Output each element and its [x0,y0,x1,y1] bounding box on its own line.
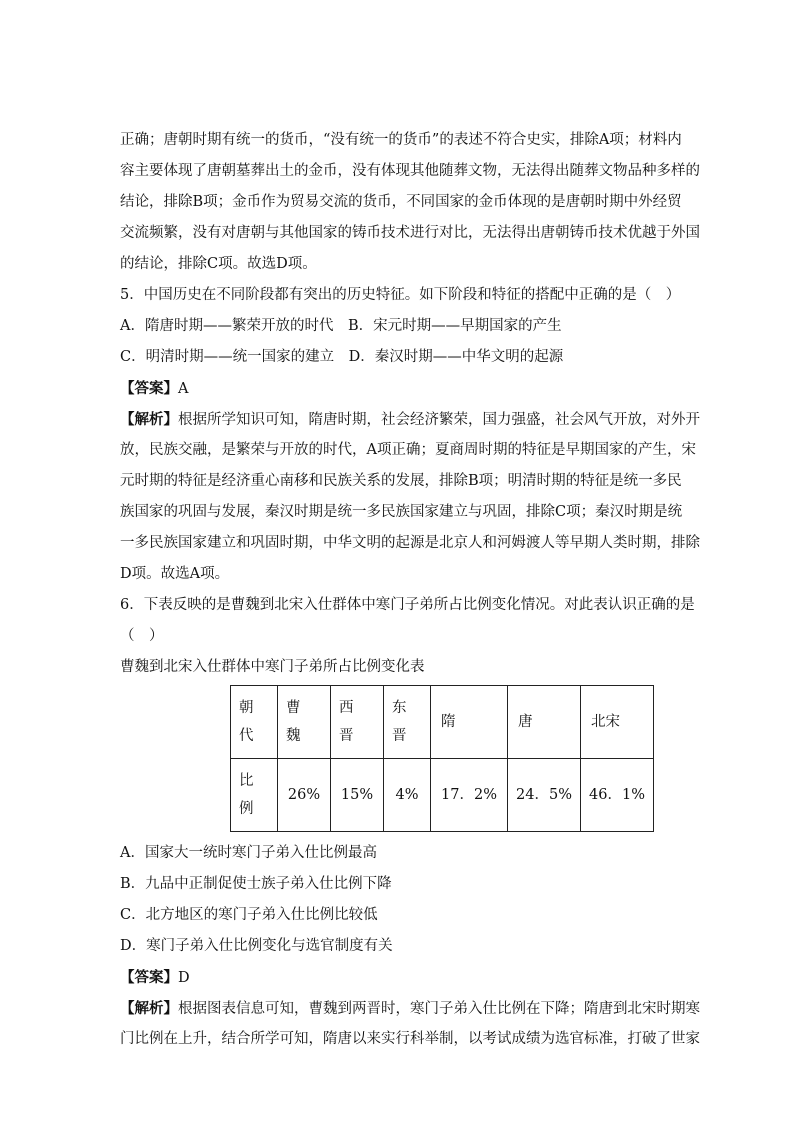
ratio-table [230,685,654,832]
answer-value: D [178,970,190,986]
question-5-analysis-line [120,404,700,435]
header-cell-dynasty: 朝 代 [231,686,278,759]
header-cell-beisong: 北宋 [581,686,654,759]
question-6-analysis-line: 门比例在上升，结合所学可知，隋唐以来实行科举制，以考试成绩为选官标准，打破了世家 [120,1031,700,1047]
analysis-tag: 【解析】 [120,411,178,428]
answer-value: A [178,381,189,397]
intro-line: 正确；唐朝时期有统一的货币，“没有统一的货币”的表述不符合史实，排除A项；材料内 [120,132,682,148]
value-cell-xijin: 15% [331,759,384,832]
question-6-stem-bracket: （ ） [120,628,164,644]
question-5-analysis-line: 放，民族交融，是繁荣与开放的时代，A项正确；夏商周时期的特征是早期国家的产生，宋 [120,442,696,458]
header-cell-sui: 隋 [431,686,508,759]
question-5-analysis-line: 元时期的特征是经济重心南移和民族关系的发展，排除B项；明清时期的特征是统一多民 [120,473,682,489]
question-6-option-d: D．寒门子弟入仕比例变化与选官制度有关 [120,938,393,954]
header-cell-xijin: 西 晋 [331,686,384,759]
analysis-tag: 【解析】 [120,1000,178,1017]
question-6-analysis-line [120,993,700,1024]
intro-line: 的结论，排除C项。故选D项。 [120,256,317,272]
question-5-analysis-line: 族国家的巩固与发展，秦汉时期是统一多民族国家建立与巩固，排除C项；秦汉时期是统 [120,504,683,520]
answer-tag: 【答案】 [120,969,178,986]
value-cell-beisong: 46．1% [581,759,654,832]
question-5-stem: 5．中国历史在不同阶段都有突出的历史特征。如下阶段和特征的搭配中正确的是（ ） [120,287,681,303]
value-cell-caowei: 26% [278,759,331,832]
question-6-option-c: C．北方地区的寒门子弟入仕比例比较低 [120,907,378,923]
table-caption: 曹魏到北宋入仕群体中寒门子弟所占比例变化表 [120,659,425,675]
question-5-answer [120,373,678,404]
question-6-stem: 6．下表反映的是曹魏到北宋入仕群体中寒门子弟所占比例变化情况。对此表认识正确的是 [120,597,695,613]
question-5-options-row-1: A．隋唐时期——繁荣开放的时代 B．宋元时期——早期国家的产生 [120,318,562,334]
value-cell-sui: 17．2% [431,759,508,832]
question-6-option-a: A．国家大一统时寒门子弟入仕比例最高 [120,845,377,861]
header-cell-caowei: 曹 魏 [278,686,331,759]
table-value-row [231,759,654,832]
answer-tag: 【答案】 [120,380,178,397]
question-6-answer [120,962,678,993]
document-page [120,125,700,1055]
analysis-text: 根据所学知识可知，隋唐时期，社会经济繁荣，国力强盛，社会风气开放，对外开 [178,412,700,428]
intro-line: 交流频繁，没有对唐朝与其他国家的铸币技术进行对比，无法得出唐朝铸币技术优越于外国 [120,225,700,241]
table-header-row [231,686,654,759]
question-5-options-row-2: C．明清时期——统一国家的建立 D．秦汉时期——中华文明的起源 [120,349,564,365]
analysis-text: 根据图表信息可知，曹魏到两晋时，寒门子弟入仕比例在下降；隋唐到北宋时期寒 [178,1001,700,1017]
header-cell-dongjin: 东 晋 [384,686,431,759]
intro-line: 容主要体现了唐朝墓葬出土的金币，没有体现其他随葬文物，无法得出随葬文物品种多样的 [120,163,700,179]
question-6-option-b: B．九品中正制促使士族子弟入仕比例下降 [120,876,392,892]
question-5-analysis-line: D项。故选A项。 [120,566,230,582]
value-cell-dongjin: 4% [384,759,431,832]
header-cell-ratio: 比 例 [231,759,278,832]
question-5-analysis-line: 一多民族国家建立和巩固时期，中华文明的起源是北京人和河姆渡人等早期人类时期，排除 [120,535,700,551]
intro-line: 结论，排除B项；金币作为贸易交流的货币，不同国家的金币体现的是唐朝时期中外经贸 [120,194,682,210]
value-cell-tang: 24．5% [508,759,581,832]
header-cell-tang: 唐 [508,686,581,759]
